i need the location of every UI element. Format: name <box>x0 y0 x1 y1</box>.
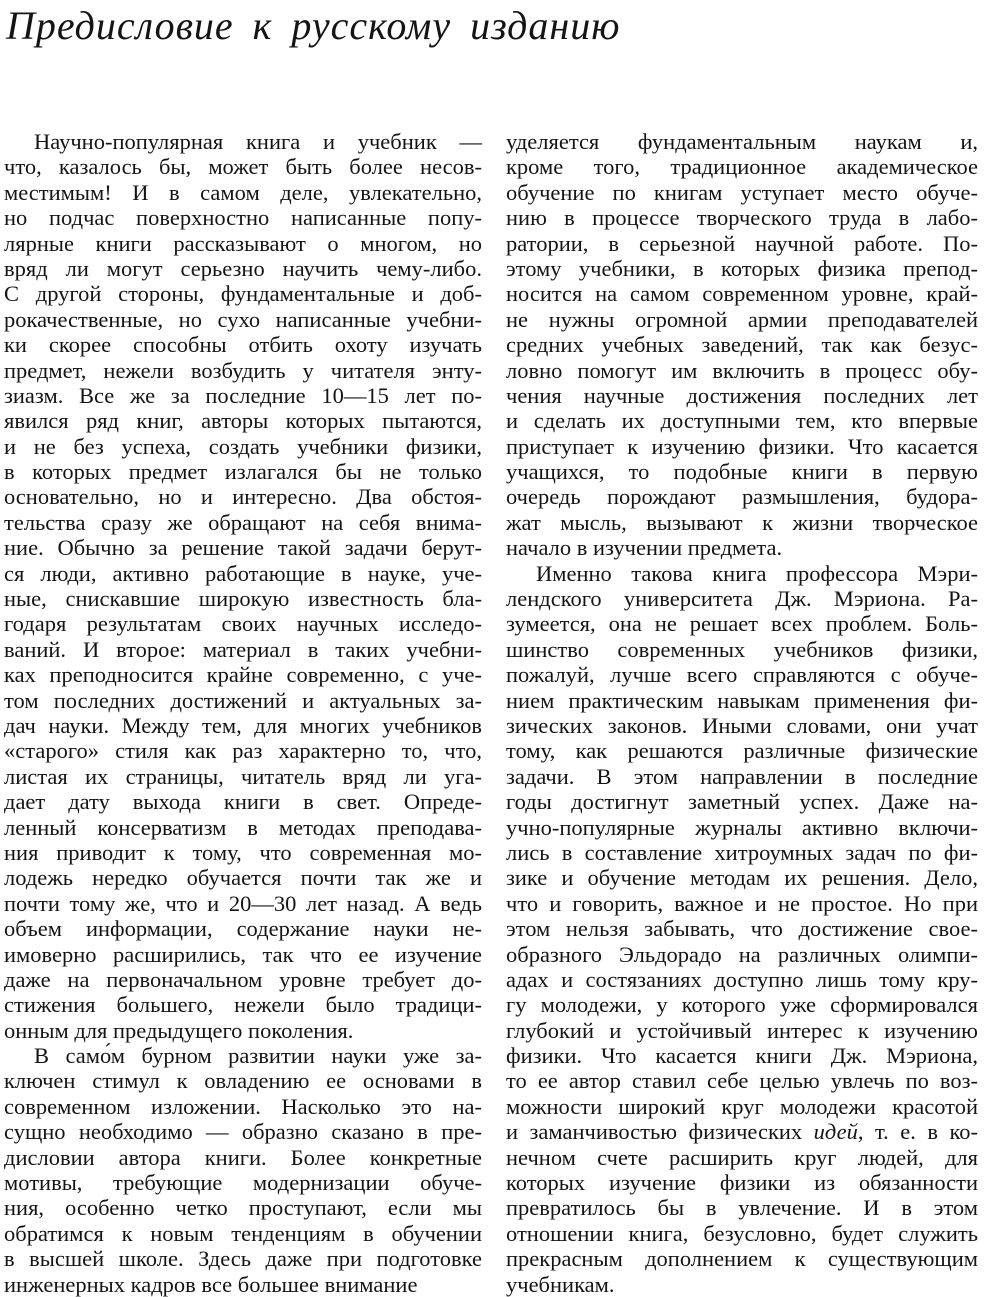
text-line: ловно помогут им включить в процесс обу- <box>506 357 978 383</box>
text-line: нечном счете расширить круг людей, для <box>506 1144 978 1170</box>
text-line: тому, как решаются различные физические <box>506 738 978 764</box>
text-line: не нужны огромной армии преподавателей <box>506 306 978 332</box>
text-line: этому учебники, в которых физика препод- <box>506 255 978 281</box>
text-line: обратимся к новым тенденциям в обучении <box>4 1220 482 1246</box>
text-line: том последних достижений и актуальных за- <box>4 687 482 713</box>
text-line: современном изложении. Насколько это на- <box>4 1093 482 1119</box>
text-line: и сделать их доступными тем, кто впервые <box>506 408 978 434</box>
text-line: прекрасным дополнением к существующим <box>506 1246 978 1272</box>
text-line: ния приводит к тому, что современная мо- <box>4 839 482 865</box>
text-line: что и говорить, важное и не простое. Но при <box>506 890 978 916</box>
text-line: зиазм. Все же за последние 10—15 лет по- <box>4 382 482 408</box>
text-line: стижения большего, нежели было традици- <box>4 992 482 1018</box>
text-line: ратории, в серьезной научной работе. По- <box>506 230 978 256</box>
text-line: которых изучение физики из обязанности <box>506 1170 978 1196</box>
text-line: Научно-популярная книга и учебник — <box>34 129 482 154</box>
text-line: то ее автор ставил себе целью увлечь по воз- <box>506 1068 978 1094</box>
text-line: имоверно расширились, так что ее изучение <box>4 941 482 967</box>
text-line: основательно, но и интересно. Два обстоя- <box>4 484 482 510</box>
text-line: даже на первоначальном уровне требует до- <box>4 966 482 992</box>
text-line: инженерных кадров все большее внимание <box>4 1271 418 1297</box>
text-line: превратилось бы в увлечение. И в этом <box>506 1195 978 1221</box>
text-line: носится на самом современном уровне, край- <box>506 281 978 307</box>
text-line: в высшей школе. Здесь даже при подготовке <box>4 1246 482 1272</box>
text-line: задачи. В этом направлении в последние <box>506 763 978 789</box>
text-line: физики. Что касается книги Дж. Мэриона, <box>506 1043 978 1069</box>
text-line: адах и состязаниях доступно лишь тому кру- <box>506 966 978 992</box>
text-line: очередь порождают размышления, будора- <box>506 484 978 510</box>
text-line: начало в изучении предмета. <box>506 535 783 561</box>
text-line: предмет, нежели возбудить у читателя энту- <box>4 357 482 383</box>
text-line: зумеется, она не решает всех проблем. Боль- <box>506 611 978 637</box>
text-line: ния, особенно четко проступают, если мы <box>4 1195 482 1221</box>
text-line: учебникам. <box>506 1271 615 1297</box>
text-line: кроме того, традиционное академическое <box>506 154 978 180</box>
text-line: лись в составление хитроумных задач по фи- <box>506 839 978 865</box>
text-line: ленный консерватизм в методах преподава- <box>4 814 482 840</box>
text-line: можности широкий круг молодежи красотой <box>506 1093 978 1119</box>
text-line: вряд ли могут серьезно научить чему-либо. <box>4 255 482 281</box>
text-line: жат мысль, вызывают к жизни творческое <box>506 509 978 535</box>
text-line: ваний. И второе: материал в таких учебни- <box>4 636 482 662</box>
text-line: С другой стороны, фундаментальные и доб- <box>4 281 482 307</box>
text-line: шинство современных учебников физики, <box>506 636 978 662</box>
text-line: ся люди, активно работающие в науке, уче- <box>4 560 482 586</box>
text-line: В само́м бурном развитии науки уже за- <box>34 1043 482 1069</box>
text-line: глубокий и устойчивый интерес к изучению <box>506 1017 978 1043</box>
text-line: дисловии автора книги. Более конкретные <box>4 1144 482 1170</box>
text-line: дает дату выхода книги в свет. Опреде- <box>4 789 482 815</box>
text-line: Именно такова книга профессора Мэри- <box>536 560 978 586</box>
left-column <box>4 129 482 1297</box>
text-line: зике и обучение методам их решения. Дело, <box>506 865 978 891</box>
right-column <box>506 129 978 1297</box>
text-line: гу молодежи, у которого уже сформировался <box>506 992 978 1018</box>
text-line: явился ряд книг, авторы которых пытаются, <box>4 408 482 434</box>
text-line: нием практическим навыкам применения фи- <box>506 687 978 713</box>
text-line: лярные книги рассказывают о многом, но <box>4 230 482 256</box>
text-line: что, казалось бы, может быть более несов- <box>4 154 482 180</box>
text-line: почти тому же, что и 20—30 лет назад. А ведь <box>4 890 482 916</box>
text-line: учащихся, то подобные книги в первую <box>506 459 978 485</box>
text-line: этом нельзя забывать, что достижение свое- <box>506 916 978 942</box>
text-line: средних учебных заведений, так как безус- <box>506 332 978 358</box>
text-line: обучение по книгам уступает место обуче- <box>506 179 978 205</box>
text-line: тельства сразу же обращают на себя внима- <box>4 509 482 535</box>
text-line: учно-популярные журналы активно включи- <box>506 814 978 840</box>
text-line: уделяется фундаментальным наукам и, <box>506 129 978 154</box>
text-line: дач науки. Между тем, для многих учебников <box>4 712 482 738</box>
text-line: приступает к изучению физики. Что касается <box>506 433 978 459</box>
text-line: «старого» стиля как раз характерно то, что, <box>4 738 482 764</box>
text-line: пожалуй, лучше всего справляются с обуче- <box>506 662 978 688</box>
text-line: лодежь нередко обучается почти так же и <box>4 865 482 891</box>
text-line: и заманчивостью физических идей, т. е. в ко- <box>506 1119 978 1145</box>
text-line: местимым! И в самом деле, увлекательно, <box>4 179 482 205</box>
text-line: объем информации, содержание науки не- <box>4 916 482 942</box>
text-line: ключен стимул к овладению ее основами в <box>4 1068 482 1094</box>
text-line: годаря результатам своих научных исследо- <box>4 611 482 637</box>
page-title: Предисловие к русскому изданию <box>6 3 621 48</box>
text-line: зических законов. Иными словами, они учат <box>506 712 978 738</box>
text-line: в которых предмет излагался бы не только <box>4 459 482 485</box>
text-line: чения научные достижения последних лет <box>506 382 978 408</box>
text-line: ки скорее способны отбить охоту изучать <box>4 332 482 358</box>
text-line: годы достигнут заметный успех. Даже на- <box>506 789 978 815</box>
text-line: отношении книга, безусловно, будет служить <box>506 1220 978 1246</box>
text-line: онным для предыдущего поколения. <box>4 1017 354 1043</box>
text-line: листая их страницы, читатель вряд ли уга- <box>4 763 482 789</box>
text-line: ние. Обычно за решение такой задачи берут- <box>4 535 482 561</box>
text-line: образного Эльдорадо на различных олимпи- <box>506 941 978 967</box>
text-line: но подчас поверхностно написанные попу- <box>4 205 482 231</box>
text-line: ные, снискавшие широкую известность бла- <box>4 586 482 612</box>
text-line: лендского университета Дж. Мэриона. Ра- <box>506 586 978 612</box>
text-line: сущно необходимо — образно сказано в пре- <box>4 1119 482 1145</box>
text-line: рокачественные, но сухо написанные учебни- <box>4 306 482 332</box>
text-line: нию в процессе творческого труда в лабо- <box>506 205 978 231</box>
text-line: и не без успеха, создать учебники физики, <box>4 433 482 459</box>
text-line: мотивы, требующие модернизации обуче- <box>4 1170 482 1196</box>
text-line: ках преподносится крайне современно, с уче- <box>4 662 482 688</box>
